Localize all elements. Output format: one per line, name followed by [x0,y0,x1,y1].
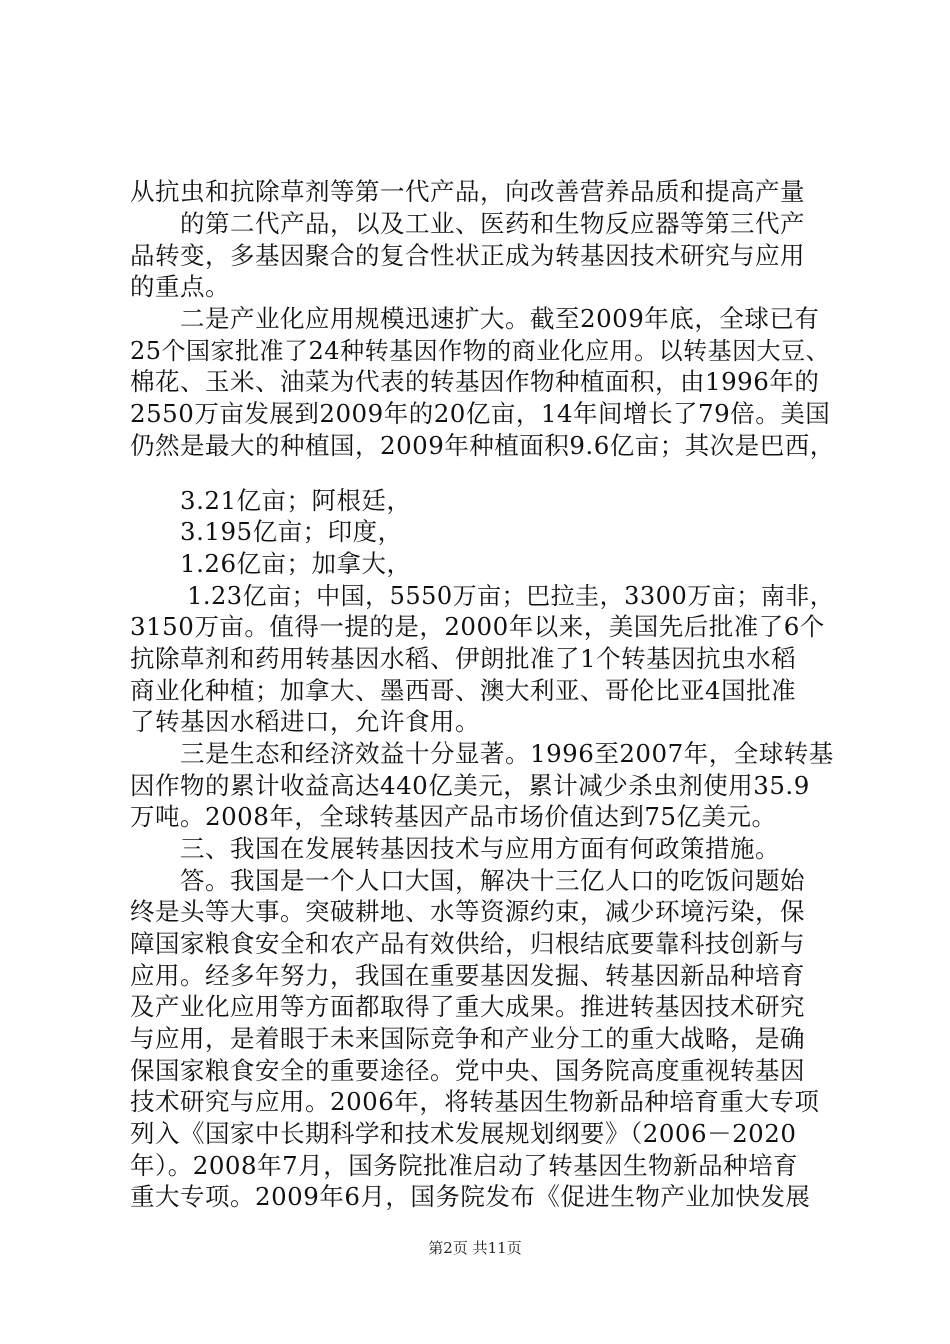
text-line: 的重点。 [130,272,230,301]
text-line: 商业化种植；加拿大、墨西哥、澳大利亚、哥伦比亚4国批准 [130,676,797,705]
text-line: 因作物的累计收益高达440亿美元，累计减少杀虫剂使用35.9 [130,771,810,800]
page-number-footer: 第2页 共11页 [428,1239,522,1257]
text-line: 列入《国家中长期科学和技术发展规划纲要》（2006－2020 [130,1119,797,1148]
text-line: 技术研究与应用。2006年，将转基因生物新品种培育重大专项 [130,1087,820,1116]
text-line: 应用。经多年努力，我国在重要基因发掘、转基因新品种培育 [130,961,805,990]
text-line: 障国家粮食安全和农产品有效供给，归根结底要靠科技创新与 [130,929,805,958]
text-line: 保国家粮食安全的重要途径。党中央、国务院高度重视转基因 [130,1056,805,1085]
text-line: 从抗虫和抗除草剂等第一代产品，向改善营养品质和提高产量 [130,177,805,206]
text-line: 仍然是最大的种植国，2009年种植面积9.6亿亩；其次是巴西， [130,431,835,460]
text-line: 三、我国在发展转基因技术与应用方面有何政策措施。 [130,834,780,863]
text-line: 25个国家批准了24种转基因作物的商业化应用。以转基因大豆、 [130,337,831,365]
text-line: 棉花、玉米、油菜为代表的转基因作物种植面积，由1996年的 [130,367,820,396]
text-line: 品转变，多基因聚合的复合性状正成为转基因技术研究与应用 [130,241,805,270]
text-line: 答。我国是一个人口大国，解决十三亿人口的吃饭问题始 [130,866,805,895]
text-line: 年）。2008年7月，国务院批准启动了转基因生物新品种培育 [130,1151,799,1180]
text-line: 3.21亿亩；阿根廷， [130,486,412,515]
text-line: 二是产业化应用规模迅速扩大。截至2009年底，全球已有 [130,304,820,333]
text-line: 1.23亿亩；中国，5550万亩；巴拉圭，3300万亩；南非， [130,582,835,610]
text-line: 终是头等大事。突破耕地、水等资源约束，减少环境污染，保 [130,897,805,926]
text-line: 了转基因水稻进口，允许食用。 [130,707,480,736]
text-line: 1.26亿亩；加拿大， [130,549,412,578]
text-line: 的第二代产品，以及工业、医药和生物反应器等第三代产 [130,209,805,238]
text-line: 及产业化应用等方面都取得了重大成果。推进转基因技术研究 [130,992,805,1021]
text-line: 3150万亩。值得一提的是，2000年以来，美国先后批准了6个 [130,612,825,641]
text-line: 2550万亩发展到2009年的20亿亩，14年间增长了79倍。美国 [130,399,831,428]
text-line: 万吨。2008年，全球转基因产品市场价值达到75亿美元。 [130,802,777,831]
text-line: 3.195亿亩；印度， [130,517,403,546]
text-line: 抗除草剂和药用转基因水稻、伊朗批准了1个转基因抗虫水稻 [130,644,797,673]
text-line: 与应用，是着眼于未来国际竞争和产业分工的重大战略，是确 [130,1024,805,1053]
text-line: 重大专项。2009年6月，国务院发布《促进生物产业加快发展 [130,1182,811,1211]
text-line: 三是生态和经济效益十分显著。1996至2007年，全球转基 [130,739,834,768]
